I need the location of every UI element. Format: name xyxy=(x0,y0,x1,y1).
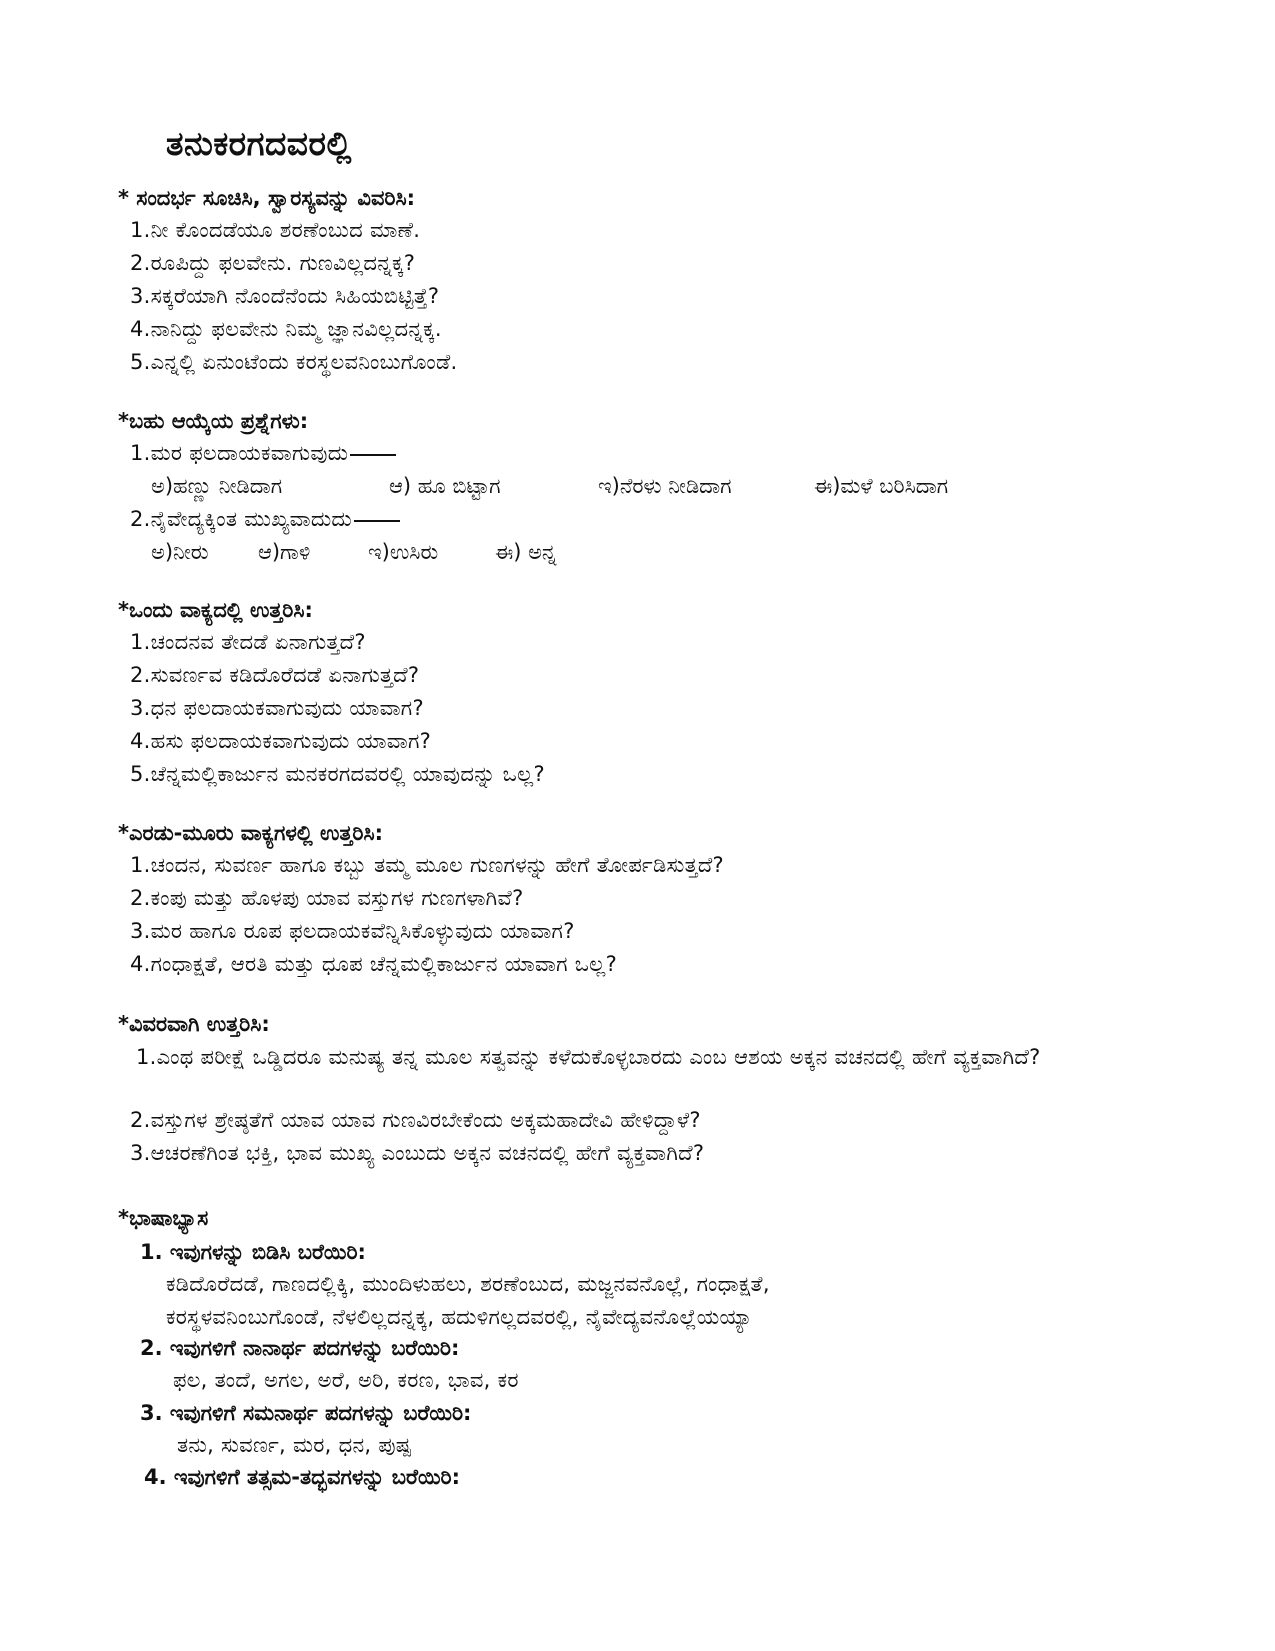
grammar-sub4-heading: 4. ಇವುಗಳಿಗೆ ತತ್ಸಮ-ತದ್ಭವಗಳನ್ನು ಬರೆಯಿರಿ: xyxy=(144,1465,460,1489)
mcq-q1-option-d: ಈ)ಮಳೆ ಬರಿಸಿದಾಗ xyxy=(814,474,949,498)
two-three-item-3: 3.ಮರ ಹಾಗೂ ರೂಪ ಫಲದಾಯಕವೆನ್ನಿಸಿಕೊಳ್ಳುವುದು ಯಾವಾಗ? xyxy=(130,919,575,943)
grammar-sub1-line1: ಕಡಿದೊರೆದಡೆ, ಗಾಣದಲ್ಲಿಕ್ಕಿ, ಮುಂದಿಳುಹಲು, ಶರಣೆಂಬುದ, ಮಜ್ಜನವನೊಲ್ಲೆ, ಗಂಧಾಕ್ಷತೆ, xyxy=(166,1272,770,1296)
mcq-q2-option-c: ಇ)ಉಸಿರು xyxy=(368,540,439,564)
context-item-2: 2.ರೂಪಿದ್ದು ಫಲವೇನು. ಗುಣವಿಲ್ಲದನ್ನಕ್ಕ? xyxy=(130,251,416,275)
mcq-heading: *ಬಹು ಆಯ್ಕೆಯ ಪ್ರಶ್ನೆಗಳು: xyxy=(118,409,309,433)
one-sentence-item-5: 5.ಚೆನ್ನಮಲ್ಲಿಕಾರ್ಜುನ ಮನಕರಗದವರಲ್ಲಿ ಯಾವುದನ್ನು ಒಲ್ಲ? xyxy=(130,762,545,786)
mcq-q2-options xyxy=(0,540,1275,570)
grammar-sub2-heading: 2. ಇವುಗಳಿಗೆ ನಾನಾರ್ಥ ಪದಗಳನ್ನು ಬರೆಯಿರಿ: xyxy=(140,1336,460,1360)
mcq-q1-option-a: ಅ)ಹಣ್ಣು ನೀಡಿದಾಗ xyxy=(151,474,283,498)
detailed-heading: *ವಿವರವಾಗಿ ಉತ್ತರಿಸಿ: xyxy=(118,1012,270,1036)
detailed-item-2: 2.ವಸ್ತುಗಳ ಶ್ರೇಷ್ಠತೆಗೆ ಯಾವ ಯಾವ ಗುಣವಿರಬೇಕೆಂದು ಅಕ್ಕಮಹಾದೇವಿ ಹೇಳಿದ್ದಾಳೆ? xyxy=(130,1108,701,1132)
two-three-heading: *ಎರಡು-ಮೂರು ವಾಕ್ಯಗಳಲ್ಲಿ ಉತ್ತರಿಸಿ: xyxy=(118,821,384,845)
mcq-q2-text: 2.ನೈವೇದ್ಯಕ್ಕಿಂತ ಮುಖ್ಯವಾದುದು xyxy=(130,507,352,531)
one-sentence-item-4: 4.ಹಸು ಫಲದಾಯಕವಾಗುವುದು ಯಾವಾಗ? xyxy=(130,729,432,753)
two-three-item-2: 2.ಕಂಪು ಮತ್ತು ಹೊಳಪು ಯಾವ ವಸ್ತುಗಳ ಗುಣಗಳಾಗಿವೆ? xyxy=(130,886,524,910)
mcq-q2-option-d: ಈ) ಅನ್ನ xyxy=(495,540,557,564)
grammar-sub1-line2: ಕರಸ್ಥಳವನಿಂಬುಗೊಂಡೆ, ನೆಳಲಿಲ್ಲದನ್ನಕ್ಕ, ಹದುಳಿಗಲ್ಲದವರಲ್ಲಿ, ನೈವೇದ್ಯವನೊಲ್ಲೆಯಯ್ಯಾ xyxy=(166,1305,753,1329)
mcq-q1-blank xyxy=(350,453,396,456)
grammar-sub3-heading: 3. ಇವುಗಳಿಗೆ ಸಮನಾರ್ಥ ಪದಗಳನ್ನು ಬರೆಯಿರಿ: xyxy=(140,1401,472,1425)
two-three-item-1: 1.ಚಂದನ, ಸುವರ್ಣ ಹಾಗೂ ಕಬ್ಬು ತಮ್ಮ ಮೂಲ ಗುಣಗಳನ್ನು ಹೇಗೆ ತೋರ್ಪಡಿಸುತ್ತದೆ? xyxy=(130,853,724,877)
two-three-item-4: 4.ಗಂಧಾಕ್ಷತೆ, ಆರತಿ ಮತ್ತು ಧೂಪ ಚೆನ್ನಮಲ್ಲಿಕಾರ್ಜುನ ಯಾವಾಗ ಒಲ್ಲ? xyxy=(130,952,618,976)
grammar-sub1-heading: 1. ಇವುಗಳನ್ನು ಬಿಡಿಸಿ ಬರೆಯಿರಿ: xyxy=(140,1240,366,1264)
grammar-heading: *ಭಾಷಾಭ್ಯಾಸ xyxy=(118,1206,209,1230)
one-sentence-item-2: 2.ಸುವರ್ಣವ ಕಡಿದೊರೆದಡೆ ಏನಾಗುತ್ತದೆ? xyxy=(130,663,420,687)
grammar-sub3-line: ತನು, ಸುವರ್ಣ, ಮರ, ಧನ, ಪುಷ್ಪ xyxy=(177,1433,412,1457)
mcq-q1-option-c: ಇ)ನೆರಳು ನೀಡಿದಾಗ xyxy=(598,474,732,498)
context-item-5: 5.ಎನ್ನಲ್ಲಿ ಏನುಂಟೆಂದು ಕರಸ್ಥಲವನಿಂಬುಗೊಂಡೆ. xyxy=(130,350,458,374)
mcq-q1-options xyxy=(0,474,1275,504)
one-sentence-item-3: 3.ಧನ ಫಲದಾಯಕವಾಗುವುದು ಯಾವಾಗ? xyxy=(130,696,424,720)
one-sentence-heading: *ಒಂದು ವಾಕ್ಯದಲ್ಲಿ ಉತ್ತರಿಸಿ: xyxy=(118,598,313,622)
mcq-q2-option-a: ಅ)ನೀರು xyxy=(151,540,209,564)
detailed-item-1: 1.ಎಂಥ ಪರೀಕ್ಷೆ ಒಡ್ಡಿದರೂ ಮನುಷ್ಯ ತನ್ನ ಮೂಲ ಸತ್ವವನ್ನು ಕಳೆದುಕೊಳ್ಳಬಾರದು ಎಂಬ ಆಶಯ ಅಕ್ಕನ ವಚನದಲ್ಲಿ ಹೇಗೆ ವ್ಯಕ್ತವಾಗಿದೆ? xyxy=(136,1045,1041,1069)
context-item-1: 1.ನೀ ಕೊಂದಡೆಯೂ ಶರಣೆಂಬುದ ಮಾಣೆ. xyxy=(130,218,421,242)
mcq-q2-blank xyxy=(354,519,400,522)
mcq-q2-option-b: ಆ)ಗಾಳಿ xyxy=(258,540,311,564)
one-sentence-item-1: 1.ಚಂದನವ ತೇದಡೆ ಏನಾಗುತ್ತದೆ? xyxy=(130,630,366,654)
page-title: ತನುಕರಗದವರಲ್ಲಿ xyxy=(166,124,352,163)
context-item-3: 3.ಸಕ್ಕರೆಯಾಗಿ ನೊಂದೆನೆಂದು ಸಿಹಿಯಬಿಟ್ಟಿತ್ತೆ? xyxy=(130,284,440,308)
context-item-4: 4.ನಾನಿದ್ದು ಫಲವೇನು ನಿಮ್ಮ ಜ್ಞಾನವಿಲ್ಲದನ್ನಕ್ಕ. xyxy=(130,317,442,341)
mcq-q1-option-b: ಆ) ಹೂ ಬಿಟ್ಟಾಗ xyxy=(389,474,501,498)
mcq-q1 xyxy=(130,441,396,466)
grammar-sub2-line: ಫಲ, ತಂದೆ, ಅಗಲ, ಅರೆ, ಅರಿ, ಕರಣ, ಭಾವ, ಕರ xyxy=(173,1368,519,1392)
mcq-q2 xyxy=(130,507,400,532)
mcq-q1-text: 1.ಮರ ಫಲದಾಯಕವಾಗುವುದು xyxy=(130,441,349,465)
context-heading: * ಸಂದರ್ಭ ಸೂಚಿಸಿ, ಸ್ವಾರಸ್ಯವನ್ನು ವಿವರಿಸಿ: xyxy=(118,186,416,210)
detailed-item-3: 3.ಆಚರಣೆಗಿಂತ ಭಕ್ತಿ, ಭಾವ ಮುಖ್ಯ ಎಂಬುದು ಅಕ್ಕನ ವಚನದಲ್ಲಿ ಹೇಗೆ ವ್ಯಕ್ತವಾಗಿದೆ? xyxy=(130,1141,705,1165)
